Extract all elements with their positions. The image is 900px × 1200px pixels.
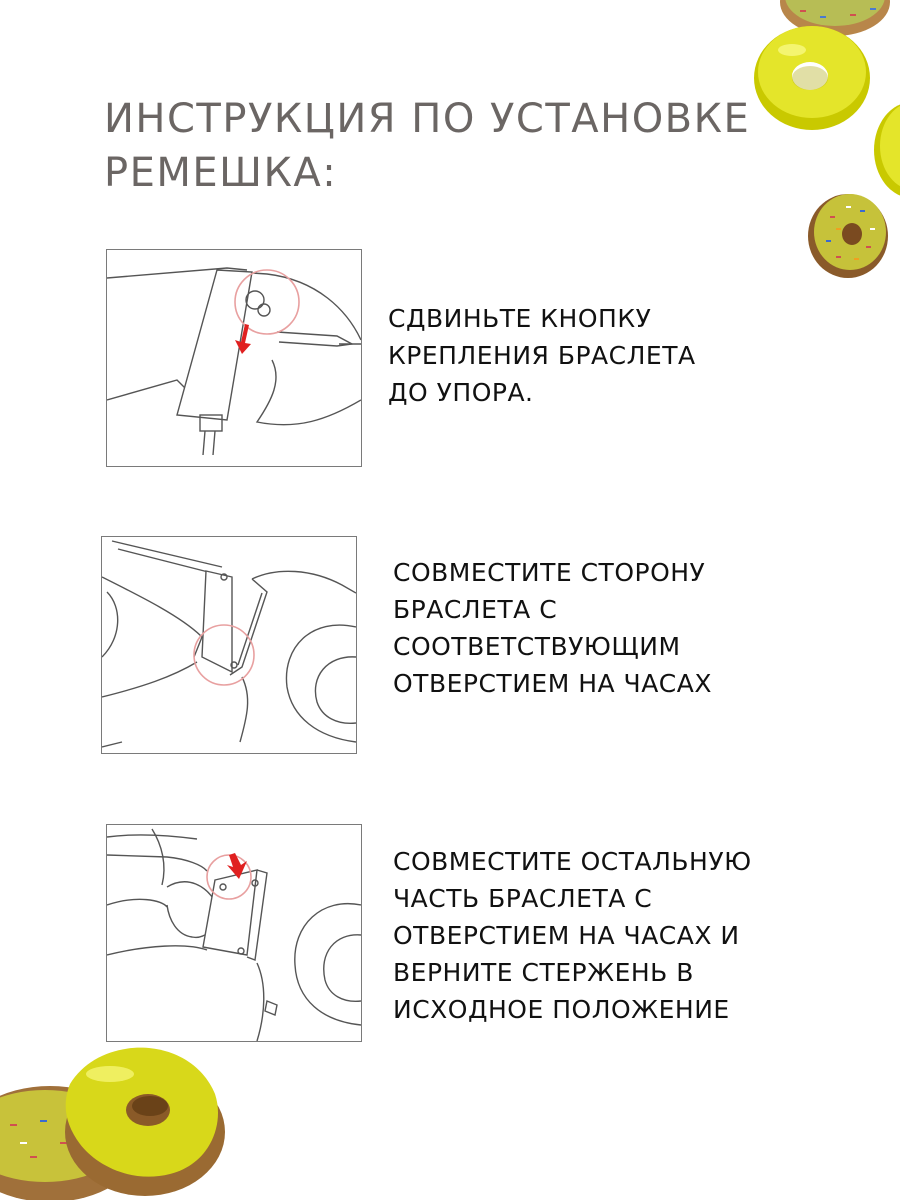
step-3-line: ВЕРНИТЕ СТЕРЖЕНЬ В [393, 958, 694, 987]
step-3-illustration [106, 824, 362, 1042]
step-2-line: БРАСЛЕТА С [393, 595, 558, 624]
align-strap-side-illustration [102, 537, 356, 753]
donut-icon [752, 20, 872, 132]
step-2-line: СОВМЕСТИТЕ СТОРОНУ [393, 558, 706, 587]
step-3-text [393, 843, 752, 1028]
step-1-line: ДО УПОРА. [388, 378, 534, 407]
slide-pin-button-illustration [107, 250, 361, 466]
page-title [104, 92, 804, 200]
step-2-text [393, 554, 712, 702]
step-3-line: СОВМЕСТИТЕ ОСТАЛЬНУЮ [393, 847, 752, 876]
step-3-line: ОТВЕРСТИЕМ НА ЧАСАХ И [393, 921, 740, 950]
step-1-line: СДВИНЬТЕ КНОПКУ [388, 304, 652, 333]
donut-icon [872, 100, 900, 200]
page-title-line-2: РЕМЕШКА: [104, 150, 338, 196]
step-1-text [388, 300, 696, 411]
step-3-line: ИСХОДНОЕ ПОЛОЖЕНИЕ [393, 995, 730, 1024]
step-1-line: КРЕПЛЕНИЯ БРАСЛЕТА [388, 341, 696, 370]
donut-icon [0, 1024, 232, 1200]
insert-remaining-part-illustration [107, 825, 361, 1041]
step-3-line: ЧАСТЬ БРАСЛЕТА С [393, 884, 653, 913]
step-1-illustration [106, 249, 362, 467]
page-title-line-1: ИНСТРУКЦИЯ ПО УСТАНОВКЕ [104, 96, 751, 142]
step-2-line: ОТВЕРСТИЕМ НА ЧАСАХ [393, 669, 712, 698]
step-2-line: СООТВЕТСТВУЮЩИМ [393, 632, 681, 661]
donut-icon [806, 186, 890, 280]
step-2-illustration [101, 536, 357, 754]
